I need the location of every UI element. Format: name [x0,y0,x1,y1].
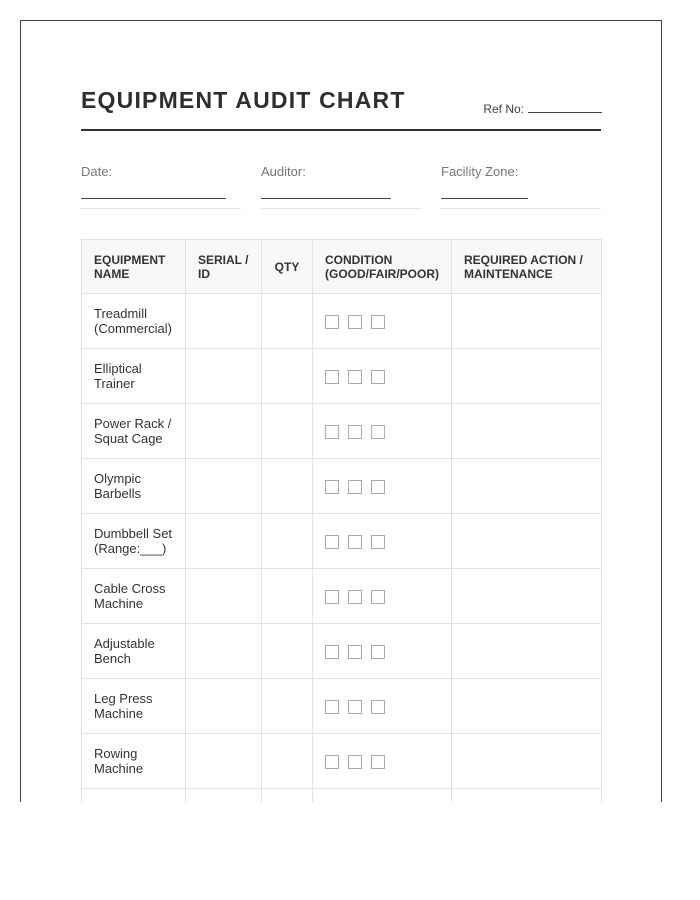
header-serial-id: SERIAL / ID [186,240,262,294]
facility-zone-blank[interactable] [441,198,528,199]
date-field[interactable] [81,164,112,179]
condition-cell [313,569,452,624]
table-row [82,404,602,459]
condition-good-checkbox[interactable] [325,645,339,659]
equipment-name-line: Bench [94,651,131,666]
auditor-label: Auditor: [261,164,306,179]
equipment-name-line: Treadmill [94,306,147,321]
condition-poor-checkbox[interactable] [371,370,385,384]
condition-good-checkbox[interactable] [325,425,339,439]
equipment-name-line: Cable Cross [94,581,166,596]
condition-fair-checkbox[interactable] [348,370,362,384]
date-divider [81,208,241,209]
condition-fair-checkbox[interactable] [348,315,362,329]
equipment-name-cell [82,459,186,514]
equipment-name-cell [82,734,186,789]
serial-id-cell[interactable] [186,789,262,803]
table-row [82,514,602,569]
condition-good-checkbox[interactable] [325,315,339,329]
condition-poor-checkbox[interactable] [371,645,385,659]
condition-cell [313,459,452,514]
serial-id-cell[interactable] [186,624,262,679]
condition-poor-checkbox[interactable] [371,315,385,329]
equipment-name-line: Trainer [94,376,135,391]
qty-cell[interactable] [262,294,313,349]
equipment-name-line: (Commercial) [94,321,172,336]
table-row [82,624,602,679]
serial-id-cell[interactable] [186,404,262,459]
condition-fair-checkbox[interactable] [348,425,362,439]
facility-zone-label: Facility Zone: [441,164,519,179]
equipment-name-cell [82,624,186,679]
required-action-cell[interactable] [452,569,602,624]
equipment-name-line: Machine [94,596,144,611]
table-row [82,734,602,789]
equipment-name-cell [82,679,186,734]
equipment-name-line: Power Rack / [94,416,172,431]
table-row [82,679,602,734]
qty-cell[interactable] [262,514,313,569]
serial-id-cell[interactable] [186,294,262,349]
required-action-cell[interactable] [452,294,602,349]
condition-cell [313,514,452,569]
condition-fair-checkbox[interactable] [348,755,362,769]
condition-fair-checkbox[interactable] [348,645,362,659]
qty-cell[interactable] [262,679,313,734]
condition-poor-checkbox[interactable] [371,425,385,439]
audit-form-page [20,20,662,802]
ref-number-label: Ref No: [483,102,524,116]
table-row [82,569,602,624]
title-divider [81,129,601,131]
equipment-table [81,239,602,802]
qty-cell[interactable] [262,459,313,514]
date-label: Date: [81,164,113,179]
condition-fair-checkbox[interactable] [348,480,362,494]
qty-cell[interactable] [262,734,313,789]
required-action-cell[interactable] [452,679,602,734]
condition-fair-checkbox[interactable] [348,700,362,714]
page-title: EQUIPMENT AUDIT CHART [81,87,406,113]
header-qty: QTY [262,240,313,294]
condition-cell [313,294,452,349]
condition-poor-checkbox[interactable] [371,700,385,714]
equipment-name-cell [82,569,186,624]
ref-number-field[interactable] [483,102,602,116]
equipment-name-line: Elliptical [94,361,142,376]
equipment-name-cell [82,349,186,404]
condition-cell [313,734,452,789]
condition-cell [313,679,452,734]
serial-id-cell[interactable] [186,459,262,514]
qty-cell[interactable] [262,404,313,459]
serial-id-cell[interactable] [186,679,262,734]
required-action-cell[interactable] [452,349,602,404]
auditor-field[interactable] [261,164,306,179]
header-required-action: REQUIRED ACTION / MAINTENANCE [452,240,602,294]
serial-id-cell[interactable] [186,349,262,404]
condition-good-checkbox[interactable] [325,590,339,604]
table-row [82,349,602,404]
condition-cell [313,789,452,803]
condition-poor-checkbox[interactable] [371,590,385,604]
equipment-name-line: Barbells [94,486,141,501]
qty-cell[interactable] [262,624,313,679]
qty-cell[interactable] [262,569,313,624]
equipment-name-line: Leg Press [94,691,153,706]
condition-poor-checkbox[interactable] [371,535,385,549]
required-action-cell[interactable] [452,404,602,459]
serial-id-cell[interactable] [186,734,262,789]
qty-cell[interactable] [262,789,313,803]
equipment-name-line: Olympic [94,471,141,486]
date-blank[interactable] [81,198,226,199]
condition-fair-checkbox[interactable] [348,590,362,604]
header-equipment-name: EQUIPMENT NAME [82,240,186,294]
ref-number-blank[interactable] [528,102,602,113]
condition-good-checkbox[interactable] [325,700,339,714]
condition-poor-checkbox[interactable] [371,480,385,494]
equipment-name-line: Adjustable [94,636,155,651]
facility-zone-divider [441,208,601,209]
condition-poor-checkbox[interactable] [371,755,385,769]
condition-cell [313,349,452,404]
qty-cell[interactable] [262,349,313,404]
facility-zone-field[interactable] [441,164,518,179]
required-action-cell[interactable] [452,734,602,789]
table-row [82,789,602,803]
equipment-name-cell [82,404,186,459]
condition-good-checkbox[interactable] [325,370,339,384]
equipment-name-line: Machine [94,706,144,721]
condition-good-checkbox[interactable] [325,755,339,769]
table-row [82,459,602,514]
condition-good-checkbox[interactable] [325,535,339,549]
condition-fair-checkbox[interactable] [348,535,362,549]
equipment-name-line: Squat Cage [94,431,163,446]
condition-cell [313,624,452,679]
serial-id-cell[interactable] [186,569,262,624]
table-row [82,294,602,349]
auditor-blank[interactable] [261,198,391,199]
required-action-cell[interactable] [452,789,602,803]
required-action-cell[interactable] [452,459,602,514]
equipment-name-cell [82,294,186,349]
condition-good-checkbox[interactable] [325,480,339,494]
serial-id-cell[interactable] [186,514,262,569]
equipment-name-line: Machine [94,761,144,776]
required-action-cell[interactable] [452,514,602,569]
equipment-name-line: Dumbbell Set [94,526,173,541]
equipment-name-cell [82,514,186,569]
equipment-name-line: (Range:___) [94,541,167,556]
table-header-row [82,240,602,294]
condition-cell [313,404,452,459]
header-condition: CONDITION (GOOD/FAIR/POOR) [313,240,452,294]
required-action-cell[interactable] [452,624,602,679]
auditor-divider [261,208,421,209]
equipment-name-cell [82,789,186,803]
equipment-name-line: Rowing [94,746,138,761]
